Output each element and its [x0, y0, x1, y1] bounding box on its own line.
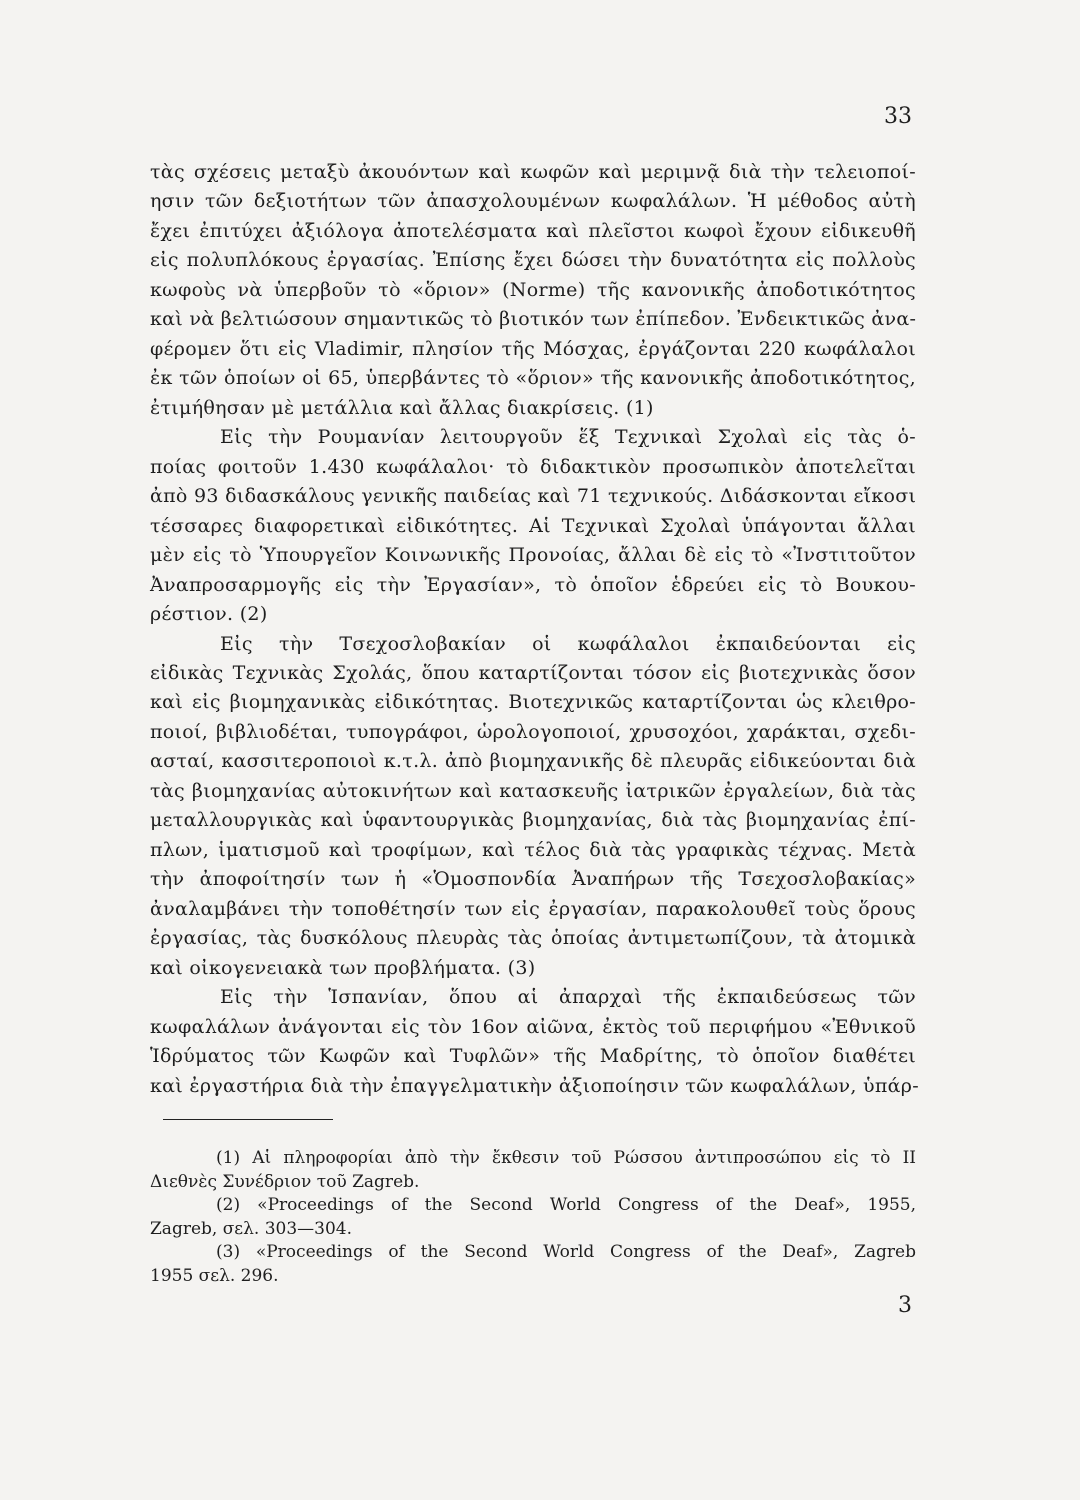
- text-line: καὶ οἰκογενειακὰ των προβλήματα. (3): [150, 956, 536, 979]
- signature-mark: 3: [898, 1293, 912, 1318]
- text-line: καὶ νὰ βελτιώσουν σημαντικῶς τὸ βιοτικόν των ἐπίπεδον. Ἐνδεικτικῶς ἀνα-: [150, 308, 917, 331]
- text-line: τὰς βιομηχανίας αὐτοκινήτων καὶ κατασκευῆς ἰατρικῶν ἐργαλείων, διὰ τὰς: [150, 779, 916, 802]
- text-line: ἔχει ἐπιτύχει ἀξιόλογα ἀποτελέσματα καὶ πλεῖστοι κωφοὶ ἔχουν εἰδικευθῆ: [150, 219, 916, 242]
- text-line: ησιν τῶν δεξιοτήτων τῶν ἀπασχολουμένων κωφαλάλων. Ἡ μέθοδος αὐτὴ: [150, 190, 916, 213]
- text-line: εἰδικὰς Τεχνικὰς Σχολάς, ὅπου καταρτίζονται τόσον εἰς βιοτεχνικὰς ὅσον: [150, 661, 916, 684]
- text-line: καὶ εἰς βιομηχανικὰς εἰδικότητας. Βιοτεχνικῶς καταρτίζονται ὡς κλειθρο-: [150, 691, 916, 714]
- text-line: ποιοί, βιβλιοδέται, τυπογράφοι, ὡρολογοποιοί, χρυσοχόοι, χαράκται, σχεδι-: [150, 720, 916, 743]
- footnote-1: (1) Αἱ πληροφορίαι ἀπὸ τὴν ἔκθεσιν τοῦ Ρώσσου ἀντιπροσώπου εἰς τὸ ΙΙ: [216, 1148, 916, 1168]
- text-line: φέρομεν ὅτι εἰς Vladimir, πλησίον τῆς Μόσχας, ἐργάζονται 220 κωφάλαλοι: [150, 337, 916, 360]
- text-line: τὴν ἀποφοίτησίν των ἡ «Ὁμοσπονδία Ἀναπήρων τῆς Τσεχοσλοβακίας»: [150, 868, 916, 891]
- text-line: πλων, ἱματισμοῦ καὶ τροφίμων, καὶ τέλος διὰ τὰς γραφικὰς τέχνας. Μετὰ: [150, 838, 916, 861]
- text-line: ἀναλαμβάνει τὴν τοποθέτησίν των εἰς ἐργασίαν, παρακολουθεῖ τοὺς ὅρους: [150, 897, 916, 920]
- footnote-1-continued: Διεθνὲς Συνέδριον τοῦ Zagreb.: [150, 1171, 420, 1192]
- text-line: κωφαλάλων ἀνάγονται εἰς τὸν 16ον αἰῶνα, ἐκτὸς τοῦ περιφήμου «Ἐθνικοῦ: [150, 1015, 916, 1038]
- text-line: ποίας φοιτοῦν 1.430 κωφάλαλοι· τὸ διδακτικὸν προσωπικὸν ἀποτελεῖται: [150, 455, 916, 478]
- text-line: ασταί, κασσιτεροποιοὶ κ.τ.λ. ἀπὸ βιομηχανικῆς δὲ πλευρᾶς εἰδικεύονται διὰ: [150, 750, 916, 773]
- text-line: μὲν εἰς τὸ Ὑπουργεῖον Κοινωνικῆς Προνοίας, ἄλλαι δὲ εἰς τὸ «Ἰνστιτοῦτον: [150, 544, 916, 567]
- footnote-2-continued: Zagreb, σελ. 303—304.: [150, 1218, 352, 1239]
- text-line: καὶ ἐργαστήρια διὰ τὴν ἐπαγγελματικὴν ἀξιοποίησιν τῶν κωφαλάλων, ὑπάρ-: [150, 1074, 919, 1097]
- paragraph-start-czechoslovakia: Εἰς τὴν Τσεχοσλοβακίαν οἱ κωφάλαλοι ἐκπαιδεύονται εἰς: [220, 632, 916, 655]
- paragraph-start-spain: Εἰς τὴν Ἱσπανίαν, ὅπου αἱ ἀπαρχαὶ τῆς ἐκπαιδεύσεως τῶν: [220, 986, 916, 1009]
- footnote-2: (2) «Proceedings of the Second World Congress of the Deaf», 1955,: [216, 1195, 916, 1216]
- paragraph-start-romania: Εἰς τὴν Ρουμανίαν λειτουργοῦν ἕξ Τεχνικαὶ Σχολαὶ εἰς τὰς ὁ-: [220, 426, 916, 449]
- text-line: μεταλλουργικὰς καὶ ὑφαντουργικὰς βιομηχανίας, διὰ τὰς βιομηχανίας ἐπί-: [150, 809, 916, 832]
- footnote-divider: [163, 1119, 333, 1120]
- text-line: εἰς πολυπλόκους ἐργασίας. Ἐπίσης ἔχει δώσει τὴν δυνατότητα εἰς πολλοὺς: [150, 249, 916, 272]
- text-line: Ἱδρύματος τῶν Κωφῶν καὶ Τυφλῶν» τῆς Μαδρίτης, τὸ ὁποῖον διαθέτει: [150, 1045, 916, 1068]
- footnote-3: (3) «Proceedings of the Second World Congress of the Deaf», Zagreb: [216, 1242, 916, 1263]
- footnote-3-continued: 1955 σελ. 296.: [150, 1265, 279, 1286]
- text-line: ρέστιον. (2): [150, 603, 268, 626]
- page-number: 33: [884, 104, 912, 129]
- text-line: τέσσαρες διαφορετικαὶ εἰδικότητες. Αἱ Τεχνικαὶ Σχολαὶ ὑπάγονται ἄλλαι: [150, 514, 916, 537]
- text-line: κωφοὺς νὰ ὑπερβοῦν τὸ «ὅριον» (Norme) τῆς κανονικῆς ἀποδοτικότητος: [150, 278, 916, 301]
- body-text: [150, 158, 919, 1101]
- text-line: ἐκ τῶν ὁποίων οἱ 65, ὑπερβάντες τὸ «ὅριον» τῆς κανονικῆς ἀποδοτικότητος,: [150, 367, 916, 390]
- text-line: ἐργασίας, τὰς δυσκόλους πλευρὰς τὰς ὁποίας ἀντιμετωπίζουν, τὰ ἀτομικὰ: [150, 927, 916, 950]
- text-line: ἐτιμήθησαν μὲ μετάλλια καὶ ἄλλας διακρίσεις. (1): [150, 396, 654, 419]
- text-line: Ἀναπροσαρμογῆς εἰς τὴν Ἐργασίαν», τὸ ὁποῖον ἑδρεύει εἰς τὸ Βουκου-: [150, 573, 916, 596]
- footnotes: [150, 1147, 916, 1289]
- text-line: ἀπὸ 93 διδασκάλους γενικῆς παιδείας καὶ 71 τεχνικούς. Διδάσκονται εἴκοσι: [150, 485, 917, 508]
- text-line: τὰς σχέσεις μεταξὺ ἀκουόντων καὶ κωφῶν καὶ μεριμνᾷ διὰ τὴν τελειοποί-: [150, 161, 916, 183]
